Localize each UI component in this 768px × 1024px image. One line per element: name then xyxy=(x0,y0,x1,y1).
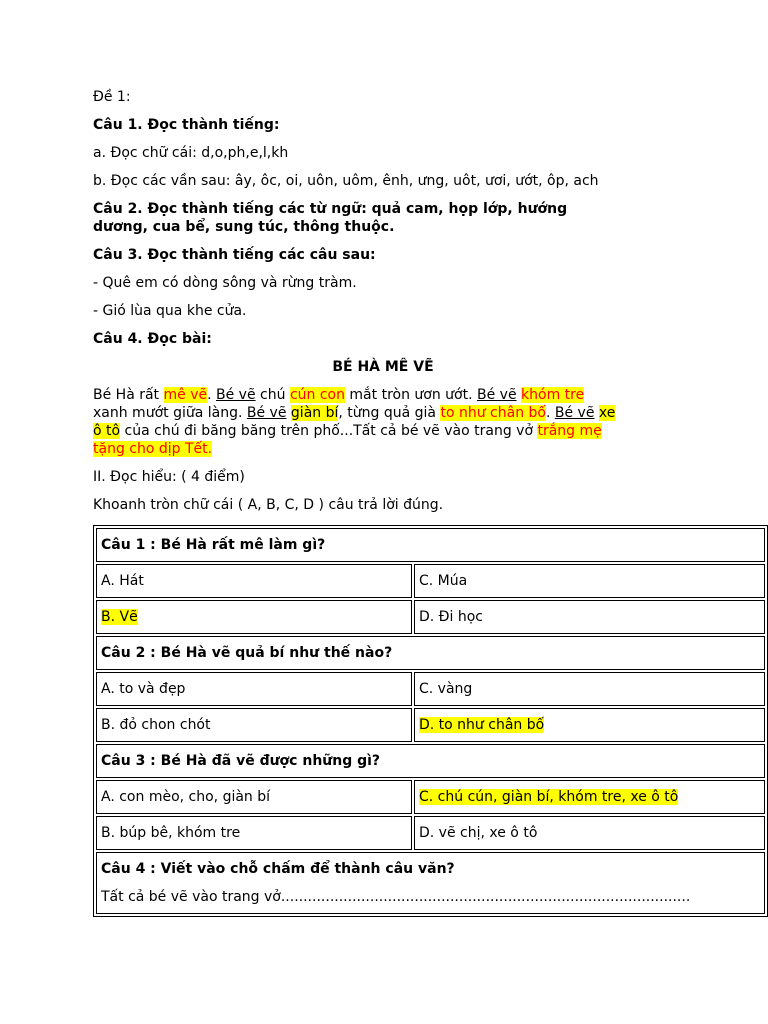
highlight: ô tô xyxy=(93,423,121,439)
q3-title: Câu 3. Đọc thành tiếng các câu sau: xyxy=(93,247,376,263)
quiz-q4-cell xyxy=(96,852,765,914)
quiz-q1-option-d: D. Đi học xyxy=(414,600,765,634)
quiz-table xyxy=(93,525,768,917)
story-line-4 xyxy=(93,440,768,458)
quiz-q3-option-c xyxy=(414,780,765,814)
quiz-q2-option-b: B. đỏ chon chót xyxy=(96,708,412,742)
highlight: xe xyxy=(598,405,616,421)
q1-a: a. Đọc chữ cái: d,o,ph,e,l,kh xyxy=(93,145,289,161)
highlight: tặng cho dịp Tết. xyxy=(93,441,213,457)
exam-page xyxy=(93,88,768,514)
quiz-q1-question: Câu 1 : Bé Hà rất mê làm gì? xyxy=(96,528,765,562)
correct-answer-highlight: D. to như chân bố xyxy=(419,717,545,733)
q1-title: Câu 1. Đọc thành tiếng: xyxy=(93,117,280,133)
quiz-q1-option-b xyxy=(96,600,412,634)
q3-sentence-2: - Gió lùa qua khe cửa. xyxy=(93,303,247,319)
story-paragraph xyxy=(93,386,768,458)
story-line-1: Bé Hà rất mê vẽ. Bé vẽ chú cún con mắt tròn ươn ướt. Bé vẽ khóm tre xyxy=(93,387,585,403)
quiz-q3-option-d: D. vẽ chị, xe ô tô xyxy=(414,816,765,850)
highlight: to như chân bố xyxy=(440,405,546,421)
quiz-q4-question: Câu 4 : Viết vào chỗ chấm để thành câu văn? xyxy=(101,861,455,877)
correct-answer-highlight: C. chú cún, giàn bí, khóm tre, xe ô tô xyxy=(419,789,679,805)
quiz-q2-question: Câu 2 : Bé Hà vẽ quả bí như thế nào? xyxy=(96,636,765,670)
quiz-q3-option-b: B. búp bê, khóm tre xyxy=(96,816,412,850)
highlight: mê vẽ xyxy=(163,387,208,403)
quiz-q3-option-a: A. con mèo, cho, giàn bí xyxy=(96,780,412,814)
q2-title-line2: dương, cua bể, sung túc, thông thuộc. xyxy=(93,219,395,235)
story-title: BÉ HÀ MÊ VẼ xyxy=(332,359,434,375)
highlight: cún con xyxy=(289,387,345,403)
quiz-q2-option-a: A. to và đẹp xyxy=(96,672,412,706)
quiz-q2-option-d xyxy=(414,708,765,742)
part2-title: II. Đọc hiểu: ( 4 điểm) xyxy=(93,469,245,485)
q1-b: b. Đọc các vần sau: ây, ôc, oi, uôn, uôm, ênh, ưng, uôt, ươi, ướt, ôp, ach xyxy=(93,173,599,189)
quiz-q1-option-a: A. Hát xyxy=(96,564,412,598)
correct-answer-highlight: B. Vẽ xyxy=(101,609,138,625)
story-line-2: xanh mướt giữa làng. Bé vẽ giàn bí, từng quả già to như chân bố. Bé vẽ xe xyxy=(93,405,616,421)
quiz-q1-option-c: C. Múa xyxy=(414,564,765,598)
q4-title: Câu 4. Đọc bài: xyxy=(93,331,212,347)
part2-instruction: Khoanh tròn chữ cái ( A, B, C, D ) câu trả lời đúng. xyxy=(93,497,444,513)
highlight: giàn bí xyxy=(290,405,339,421)
quiz-q4-answer-line: Tất cả bé vẽ vào trang vở............................................................................................ xyxy=(101,889,691,905)
highlight: khóm tre xyxy=(521,387,585,403)
exam-heading: Đề 1: xyxy=(93,89,131,105)
quiz-q3-question: Câu 3 : Bé Hà đã vẽ được những gì? xyxy=(96,744,765,778)
highlight: trắng mẹ xyxy=(537,423,602,439)
q3-sentence-1: - Quê em có dòng sông và rừng tràm. xyxy=(93,275,357,291)
story-line-3: ô tô của chú đi băng băng trên phố...Tất cả bé vẽ vào trang vở trắng mẹ xyxy=(93,423,602,439)
q2-title-line1: Câu 2. Đọc thành tiếng các từ ngữ: quả cam, họp lớp, hướng xyxy=(93,201,568,217)
quiz-q2-option-c: C. vàng xyxy=(414,672,765,706)
